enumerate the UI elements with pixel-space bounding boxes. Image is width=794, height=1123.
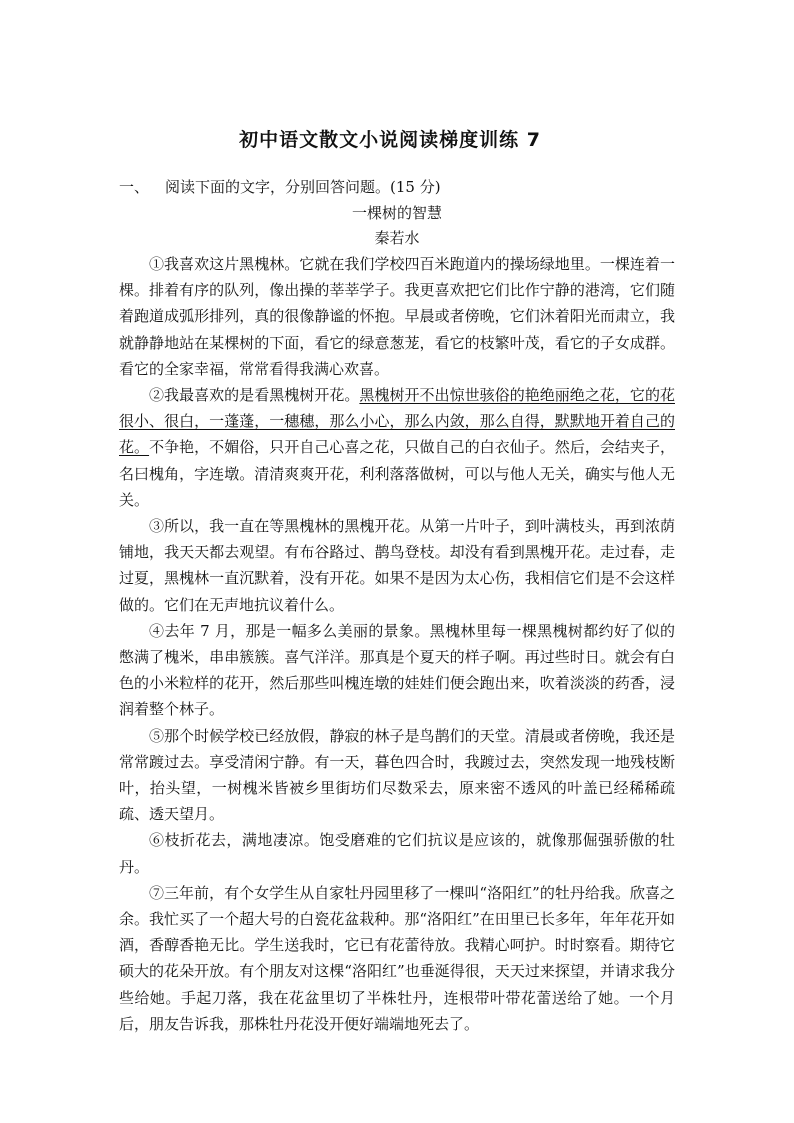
document-title: 初中语文散文小说阅读梯度训练 7 — [239, 129, 541, 151]
paragraph-4: ④去年 7 月，那是一幅多么美丽的景象。黑槐林里每一棵黑槐树都约好了似的憋满了槐米，串串簇簇。喜气洋洋。那真是个夏天的样子啊。再过些时日。就会有白色的小米粒样的花开，然后那些叫槐连墩的娃娃们便会跑出来，吹着淡淡的药香，浸润着整个林子。 — [119, 621, 675, 719]
paragraph-2-rest: 不争艳，不媚俗，只开自己心喜之花，只做自己的白衣仙子。然后，会结夹子，名曰槐角，字连墩。清清爽爽开花，利利落落做树，可以与他人无关，确实与他人无关。 — [119, 438, 675, 509]
essay-author: 秦若水 — [374, 229, 420, 247]
section-number: 一、 — [119, 178, 150, 196]
paragraph-2-lead: ②我最喜欢的是看黑槐树开花。 — [149, 386, 360, 405]
underlined-passage: 黑槐树开不出惊世骇俗的艳绝丽绝之花，它的花很小、很白，一蓬蓬，一穗穗，那么小心，那么内敛，那么自得，默默地开着自己的花。 — [119, 386, 675, 457]
paragraph-6: ⑥枝折花去，满地凄凉。饱受磨难的它们抗议是应该的，就像那倔强骄傲的牡丹。 — [119, 831, 675, 876]
paragraph-2 — [119, 382, 675, 513]
paragraph-3: ③所以，我一直在等黑槐林的黑槐开花。从第一片叶子，到叶满枝头，再到浓荫铺地，我天天都去观望。有布谷路过、鹊鸟登枝。却没有看到黑槐开花。走过春，走过夏，黑槐林一直沉默着，没有开花。如果不是因为太心伤，我相信它们是不会这样做的。它们在无声地抗议着什么。 — [119, 517, 675, 614]
paragraph-1: ①我喜欢这片黑槐林。它就在我们学校四百米跑道内的操场绿地里。一棵连着一棵。排着有序的队列，像出操的莘莘学子。我更喜欢把它们比作宁静的港湾，它们随着跑道成弧形排列，真的很像静谧的怀抱。早晨或者傍晚，它们沐着阳光而肃立，我就静静地站在某棵树的下面，看它的绿意葱茏，看它的枝繁叶茂，看它的子女成群。看它的全家幸福，常常看得我满心欢喜。 — [119, 255, 675, 378]
paragraph-5: ⑤那个时候学校已经放假，静寂的林子是鸟鹊们的天堂。清晨或者傍晚，我还是常常踱过去。享受清闲宁静。有一天，暮色四合时，我踱过去，突然发现一地残枝断叶，抬头望，一树槐米皆被乡里街坊们尽数采去，原来密不透风的叶盖已经稀稀疏疏、透天望月。 — [119, 726, 675, 824]
section-heading — [119, 176, 441, 197]
essay-title: 一棵树的智慧 — [351, 204, 442, 222]
section-instruction: 阅读下面的文字，分别回答问题。(15 分) — [165, 178, 441, 196]
paragraph-7-main: ⑦三年前，有个女学生从自家牡丹园里移了一棵叫“洛阳红”的牡丹给我。欣喜之余。我忙买了一个超大号的白瓷花盆栽种。那“洛阳红”在田里已长多年，年年花开如酒，香醇香艳无比。学生送我时，它已有花蕾待放。我精心呵护。时时察看。期待它硕大的花朵开放。有个朋友对这棵“洛阳红”也垂涎得很，天天过来探望，并请求我分些给她。手起刀落，我在花盆里切了半株牡丹，连根带叶带花蕾送给了她。一个月后，朋友告诉我， — [119, 883, 675, 1033]
essay-body — [119, 251, 675, 1037]
paragraph-7-tail: 那株牡丹花没开便好端端地死去了。 — [239, 1014, 480, 1033]
paragraph-7 — [119, 880, 675, 1037]
